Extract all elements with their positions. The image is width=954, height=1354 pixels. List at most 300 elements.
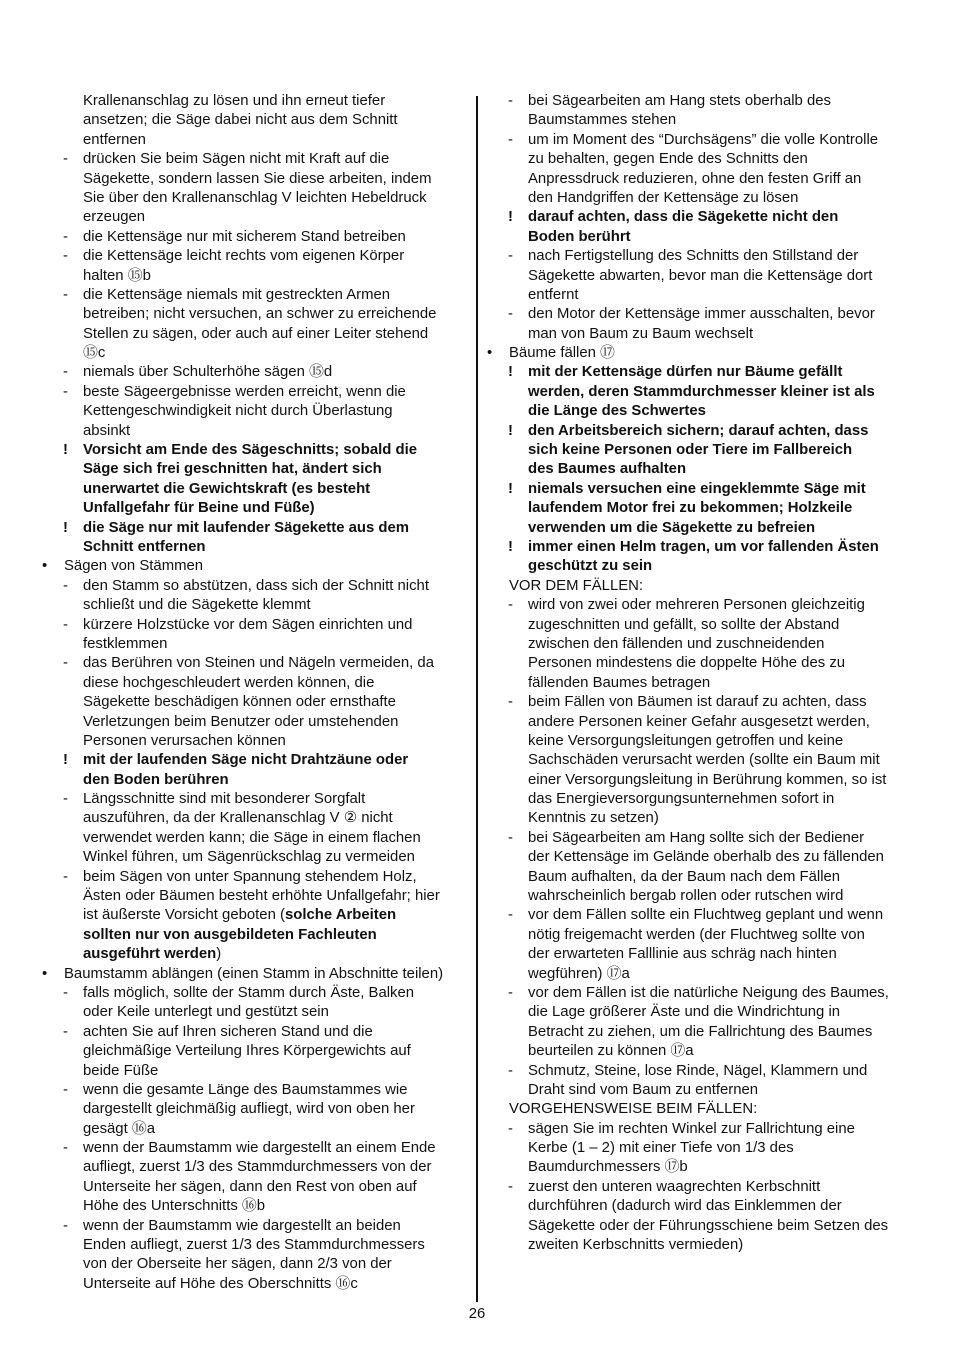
line-text-main: geschützt zu sein — [528, 558, 653, 575]
text-line — [487, 829, 912, 848]
line-text — [83, 1139, 436, 1158]
line-text — [528, 596, 865, 615]
line-text — [528, 616, 839, 635]
text-line — [42, 654, 462, 673]
line-text-main: den Boden berühren — [83, 771, 229, 788]
line-text — [528, 1023, 872, 1042]
line-text — [83, 247, 404, 266]
line-text — [83, 422, 130, 441]
line-text-main: Baumstammes stehen — [528, 112, 677, 129]
warning-marker: ! — [508, 480, 513, 497]
text-line — [42, 1158, 462, 1177]
line-text — [528, 1081, 758, 1100]
line-text — [528, 1003, 840, 1022]
text-line — [487, 519, 912, 538]
line-text — [528, 422, 868, 441]
dash-marker: - — [63, 616, 68, 633]
text-line — [42, 344, 462, 363]
text-line — [487, 751, 912, 770]
line-text — [528, 945, 837, 964]
text-line — [487, 131, 912, 150]
line-text — [83, 848, 415, 867]
line-text-main: einer Versorgungsleitung in Berührung kommen, so ist — [528, 771, 887, 788]
text-line — [42, 131, 462, 150]
line-text — [528, 1139, 794, 1158]
line-text — [83, 111, 398, 130]
text-line — [487, 1100, 912, 1119]
line-text-main: Bäume fällen ⑰ — [509, 345, 615, 362]
text-line — [42, 325, 462, 344]
line-text-main: verwendet werden kann; die Säge in einem flachen — [83, 829, 421, 846]
line-text — [528, 208, 838, 227]
dash-marker: - — [63, 984, 68, 1001]
dash-marker: - — [63, 1217, 68, 1234]
line-text-main: wird von zwei oder mehreren Personen gleichzeitig — [528, 597, 865, 614]
text-line — [487, 363, 912, 382]
warning-marker: ! — [508, 422, 513, 439]
line-text-main: Säge sich frei geschnitten hat, ändert sich — [83, 461, 382, 478]
text-line — [487, 1042, 912, 1061]
text-line — [42, 1178, 462, 1197]
line-text-main: laufendem Motor frei zu bekommen; Holzkeile — [528, 500, 853, 517]
line-text-main: Schnitt entfernen — [83, 538, 206, 555]
line-text-main: immer einen Helm tragen, um vor fallenden Ästen — [528, 538, 879, 555]
line-text — [83, 1023, 373, 1042]
line-text-main: zweiten Kerbschnitts vermieden) — [528, 1237, 744, 1254]
text-line — [42, 402, 462, 421]
dash-marker: - — [63, 248, 68, 265]
dash-marker: - — [63, 655, 68, 672]
text-line — [487, 965, 912, 984]
line-text-main: festklemmen — [83, 635, 168, 652]
line-text — [528, 189, 798, 208]
line-text — [528, 402, 706, 421]
line-text-main: zu behalten, gegen Ende des Schnitts den — [528, 151, 808, 168]
line-text — [528, 965, 630, 984]
line-text — [528, 926, 865, 945]
line-text-main: Kettengeschwindigkeit nicht durch Überlastung — [83, 403, 393, 420]
line-text — [528, 1197, 842, 1216]
dash-marker: - — [63, 577, 68, 594]
text-line — [487, 732, 912, 751]
line-text-main: wenn der Baumstamm wie dargestellt an beiden — [83, 1217, 401, 1234]
text-line — [487, 674, 912, 693]
line-text-main: die Länge des Schwertes — [528, 403, 706, 420]
warning-marker: ! — [63, 442, 68, 459]
warning-marker: ! — [63, 519, 68, 536]
dash-marker: - — [63, 286, 68, 303]
line-text — [528, 1178, 820, 1197]
line-text — [83, 1081, 407, 1100]
line-text — [83, 538, 205, 557]
line-text-main: VOR DEM FÄLLEN: — [509, 577, 644, 594]
line-text-main: bei Sägearbeiten am Hang stets oberhalb des — [528, 93, 831, 109]
line-text — [528, 460, 686, 479]
line-text — [83, 480, 370, 499]
text-line — [42, 247, 462, 266]
text-line — [42, 751, 462, 770]
text-line — [487, 809, 912, 828]
text-line — [42, 189, 462, 208]
line-text — [528, 732, 843, 751]
line-text-main: die Säge nur mit laufender Sägekette aus dem — [83, 519, 410, 536]
line-text-main: nötig freigemacht werden (der Fluchtweg sollte von — [528, 926, 865, 943]
line-text-main: von der Oberseite her sägen, dann 2/3 von der — [83, 1256, 392, 1273]
text-line — [42, 363, 462, 382]
text-line — [42, 208, 462, 227]
text-line — [42, 1042, 462, 1061]
dash-marker: - — [508, 829, 513, 846]
line-text — [528, 1217, 888, 1236]
line-text-main: Anpressdruck reduzieren, ohne den festen Griff an — [528, 170, 862, 187]
line-text — [528, 771, 886, 790]
line-text-main: gleichmäßige Verteilung Ihres Körpergewichts auf — [83, 1043, 411, 1060]
line-text-main: die Kettensäge niemals mit gestreckten Armen — [83, 286, 391, 303]
text-line — [42, 1236, 462, 1255]
line-text-main: Schmutz, Steine, lose Rinde, Nägel, Klammern und — [528, 1062, 868, 1079]
line-text-main: des Baumes aufhalten — [528, 461, 687, 478]
line-text-main: vor dem Fällen sollte ein Fluchtweg geplant und wenn — [528, 907, 884, 924]
text-line — [487, 654, 912, 673]
line-text-main: die Kettensäge nur mit sicherem Stand betreiben — [83, 228, 406, 245]
text-line — [487, 247, 912, 266]
text-line — [487, 596, 912, 615]
line-text-main: Sägen von Stämmen — [64, 558, 204, 575]
line-text-main: Verletzungen beim Benutzer oder umstehenden — [83, 713, 399, 730]
text-line — [42, 1062, 462, 1081]
text-line — [487, 402, 912, 421]
line-text-main: beim Sägen von unter Spannung stehendem Holz, — [83, 868, 417, 885]
line-text-main: den Handgriffen der Kettensäge zu lösen — [528, 189, 799, 206]
text-line — [42, 538, 462, 557]
text-line — [42, 771, 462, 790]
line-text — [528, 286, 579, 305]
text-line — [42, 732, 462, 751]
line-text-main: Sägekette, sondern lassen Sie diese arbeiten, indem — [83, 170, 432, 187]
line-text-main: man von Baum zu Baum wechselt — [528, 325, 754, 342]
line-text — [528, 499, 852, 518]
text-line — [42, 829, 462, 848]
line-text — [83, 1236, 425, 1255]
text-line — [487, 984, 912, 1003]
text-line — [42, 906, 462, 925]
text-line — [487, 1139, 912, 1158]
text-line — [42, 945, 462, 964]
dash-marker: - — [63, 383, 68, 400]
line-text — [528, 906, 883, 925]
line-text-main: dargestellt gleichmäßig aufliegt, wird von oben her — [83, 1101, 415, 1118]
line-text — [83, 809, 393, 828]
dash-marker: - — [508, 306, 513, 323]
line-text-main: schließt und die Sägekette klemmt — [83, 597, 311, 614]
line-text-main: beim Fällen von Bäumen ist darauf zu achten, dass — [528, 694, 867, 711]
line-text-main: die Lage größerer Äste und die Windrichtung in — [528, 1004, 841, 1021]
text-line — [487, 267, 912, 286]
text-line — [487, 422, 912, 441]
line-text — [528, 1158, 688, 1177]
text-line — [42, 693, 462, 712]
line-text-main: ist äußerste Vorsicht geboten ( — [83, 907, 285, 924]
text-line — [487, 1003, 912, 1022]
text-line — [42, 441, 462, 460]
text-line — [487, 538, 912, 557]
column-divider — [476, 96, 478, 1302]
line-text-main: Betracht zu ziehen, um die Fallrichtung des Baumes — [528, 1023, 873, 1040]
right-column — [487, 92, 912, 1255]
line-text — [83, 1100, 415, 1119]
text-line — [42, 170, 462, 189]
text-line — [487, 383, 912, 402]
line-text-main: achten Sie auf Ihren sicheren Stand und die — [83, 1023, 373, 1040]
line-text-main: absinkt — [83, 422, 131, 439]
line-text — [528, 247, 858, 266]
text-line — [487, 441, 912, 460]
line-text-main: Ästen oder Bäumen besteht erhöhte Unfallgefahr; hier — [83, 888, 440, 905]
line-text — [83, 150, 389, 169]
line-text-main: die Kettensäge leicht rechts vom eigenen Körper — [83, 248, 405, 265]
line-text — [528, 92, 831, 111]
bullet-marker: • — [42, 965, 48, 982]
line-text-main: erzeugen — [83, 209, 146, 226]
text-line — [487, 325, 912, 344]
dash-marker: - — [63, 151, 68, 168]
line-text-main: andere Personen keiner Gefahr ausgesetzt werden, — [528, 713, 870, 730]
text-line — [42, 1139, 462, 1158]
dash-marker: - — [508, 131, 513, 148]
line-text-normal-tail: ) — [216, 946, 222, 963]
line-text-main: ⑮c — [83, 345, 106, 362]
line-text-main: Sie über den Krallenanschlag V leichten Hebeldruck — [83, 189, 427, 206]
text-line — [487, 693, 912, 712]
text-line — [42, 305, 462, 324]
line-text-main: mit der laufenden Säge nicht Drahtzäune oder — [83, 752, 409, 769]
line-text — [83, 926, 377, 945]
line-text — [528, 480, 866, 499]
text-line — [42, 1023, 462, 1042]
line-text-main: Winkel führen, um Sägenrückschlag zu vermeiden — [83, 849, 415, 866]
line-text — [528, 635, 824, 654]
line-text-main: das Berühren von Steinen und Nägeln vermeiden, da — [83, 655, 434, 672]
line-text — [83, 267, 151, 286]
text-line — [487, 305, 912, 324]
line-text — [528, 848, 884, 867]
text-line — [42, 809, 462, 828]
text-line — [487, 616, 912, 635]
line-text-main: betreiben; nicht versuchen, an schwer zu erreichende — [83, 306, 437, 323]
dash-marker: - — [63, 228, 68, 245]
line-text-main: diese hochgeschleudert werden können, die — [83, 674, 375, 691]
line-text — [509, 1100, 757, 1119]
line-text — [83, 771, 229, 790]
line-text-main: der erwarteten Falllinie aus schräg nach hinten — [528, 946, 837, 963]
text-line — [42, 150, 462, 169]
line-text — [83, 906, 396, 925]
text-line — [42, 1100, 462, 1119]
line-text-main: keine Versorgungsleitungen getroffen und keine — [528, 732, 844, 749]
line-text-main: Baum aufhalten, da der Baum nach dem Fällen — [528, 868, 841, 885]
text-line — [487, 480, 912, 499]
text-line — [42, 1003, 462, 1022]
line-text-main: sägen Sie im rechten Winkel zur Fallrichtung eine — [528, 1120, 855, 1137]
line-text-main: Vorsicht am Ende des Sägeschnitts; sobald die — [83, 442, 418, 459]
dash-marker: - — [63, 791, 68, 808]
line-text-main: werden, deren Stammdurchmesser kleiner ist als — [528, 383, 875, 400]
dash-marker: - — [508, 597, 513, 614]
line-text-main: Sägekette oder der Führungsschiene beim Setzen des — [528, 1217, 889, 1234]
line-text-main: halten ⑮b — [83, 267, 151, 284]
text-line — [42, 286, 462, 305]
text-line — [42, 596, 462, 615]
line-text — [528, 1120, 855, 1139]
line-text — [83, 1255, 392, 1274]
line-text-main: niemals über Schulterhöhe sägen ⑮d — [83, 364, 333, 381]
text-line — [42, 499, 462, 518]
line-text-main: Höhe des Unterschnitts ⑯b — [83, 1198, 266, 1215]
line-text-main: entfernen — [83, 131, 146, 148]
line-text — [528, 790, 834, 809]
text-line — [42, 965, 462, 984]
line-text-main: Kerbe (1 – 2) mit einer Tiefe von 1/3 des — [528, 1140, 794, 1157]
line-text — [528, 170, 861, 189]
line-text — [83, 945, 221, 964]
line-text — [83, 460, 382, 479]
text-line — [487, 92, 912, 111]
text-line — [42, 984, 462, 1003]
text-line — [487, 868, 912, 887]
line-text — [528, 984, 889, 1003]
line-text — [83, 305, 436, 324]
text-line — [487, 906, 912, 925]
line-text — [528, 693, 867, 712]
page-number: 26 — [468, 1306, 486, 1322]
line-text — [83, 984, 414, 1003]
line-text — [83, 1042, 411, 1061]
line-text-main: niemals versuchen eine eingeklemmte Säge mit — [528, 480, 866, 497]
line-text-main: Sägekette abwarten, bevor man die Kettensäge dort — [528, 267, 873, 284]
line-text — [509, 344, 615, 363]
text-line — [42, 848, 462, 867]
text-line — [42, 422, 462, 441]
line-text — [83, 1178, 417, 1197]
line-text — [83, 1120, 155, 1139]
line-text — [83, 519, 409, 538]
line-text-main: Längsschnitte sind mit besonderer Sorgfalt — [83, 791, 366, 808]
line-text — [528, 654, 845, 673]
line-text-main: darauf achten, dass die Sägekette nicht den — [528, 209, 839, 226]
line-text-main: mit der Kettensäge dürfen nur Bäume gefällt — [528, 364, 843, 381]
line-text — [83, 383, 406, 402]
text-line — [42, 926, 462, 945]
line-text — [528, 887, 843, 906]
text-line — [42, 887, 462, 906]
text-line — [42, 92, 462, 111]
line-text — [83, 790, 365, 809]
text-line — [487, 848, 912, 867]
line-text-main: oder Keile unterlegt und gestützt sein — [83, 1004, 329, 1021]
line-text-main: Sägekette beschädigen können oder ernsthafte — [83, 694, 396, 711]
line-text — [83, 92, 385, 111]
line-text-main: fällenden Baumes betragen — [528, 674, 711, 691]
line-text — [528, 1062, 867, 1081]
text-line — [487, 790, 912, 809]
line-text-main: das Energieversorgungsunternehmen sofort in — [528, 791, 835, 808]
line-text — [83, 228, 406, 247]
dash-marker: - — [63, 364, 68, 381]
line-text-main: beste Sägeergebnisse werden erreicht, wenn die — [83, 383, 406, 400]
text-line — [487, 1236, 912, 1255]
line-text-main: ausgeführt werden — [83, 946, 217, 963]
line-text — [83, 363, 332, 382]
line-text — [509, 577, 643, 596]
line-text-main: sich keine Personen oder Tiere im Fallbereich — [528, 442, 853, 459]
text-line — [42, 577, 462, 596]
text-line — [487, 635, 912, 654]
line-text — [83, 674, 374, 693]
line-text-main: Krallenanschlag zu lösen und ihn erneut tiefer — [83, 93, 386, 109]
line-text — [83, 170, 432, 189]
text-line — [487, 1081, 912, 1100]
line-text — [83, 1062, 158, 1081]
line-text — [83, 887, 440, 906]
line-text-main: Unfallgefahr für Beine und Füße) — [83, 500, 315, 517]
text-line — [487, 499, 912, 518]
text-line — [42, 383, 462, 402]
line-text-main: gesägt ⑯a — [83, 1120, 156, 1137]
dash-marker: - — [508, 248, 513, 265]
text-line — [487, 1178, 912, 1197]
text-line — [42, 557, 462, 576]
line-text — [83, 131, 146, 150]
line-text — [83, 868, 417, 887]
line-text-main: Baumdurchmessers ⑰b — [528, 1159, 688, 1176]
line-text — [528, 557, 652, 576]
line-text — [83, 1275, 358, 1294]
line-text — [83, 499, 315, 518]
line-text — [528, 713, 870, 732]
text-line — [487, 1158, 912, 1177]
line-text — [83, 732, 286, 751]
line-text — [528, 1236, 743, 1255]
line-text — [528, 868, 840, 887]
line-text — [83, 693, 396, 712]
line-text — [83, 616, 412, 635]
line-text — [528, 267, 872, 286]
text-line — [487, 771, 912, 790]
line-text-main: Boden berührt — [528, 228, 631, 245]
line-text — [83, 596, 311, 615]
line-text-main: wenn der Baumstamm wie dargestellt an einem Ende — [83, 1140, 436, 1157]
line-text — [528, 150, 808, 169]
line-text — [528, 325, 753, 344]
line-text-main: Draht sind vom Baum zu entfernen — [528, 1081, 759, 1098]
line-text — [83, 1158, 431, 1177]
text-line — [42, 635, 462, 654]
line-text — [83, 1197, 265, 1216]
text-line — [487, 228, 912, 247]
text-line — [487, 926, 912, 945]
line-text-main: ansetzen; die Säge dabei nicht aus dem Schnitt — [83, 112, 398, 129]
line-text-main: Baumstamm ablängen (einen Stamm in Abschnitte teilen) — [64, 965, 444, 982]
text-line — [42, 1275, 462, 1294]
line-text-main: Personen verursachen können — [83, 732, 286, 749]
line-text-main: VORGEHENSWEISE BEIM FÄLLEN: — [509, 1101, 758, 1118]
line-text-main: aufliegt, zuerst 1/3 des Stammdurchmessers von der — [83, 1159, 432, 1176]
warning-marker: ! — [508, 209, 513, 226]
line-text — [528, 674, 710, 693]
line-text — [528, 829, 864, 848]
bullet-marker: • — [42, 558, 48, 575]
line-text — [83, 344, 105, 363]
